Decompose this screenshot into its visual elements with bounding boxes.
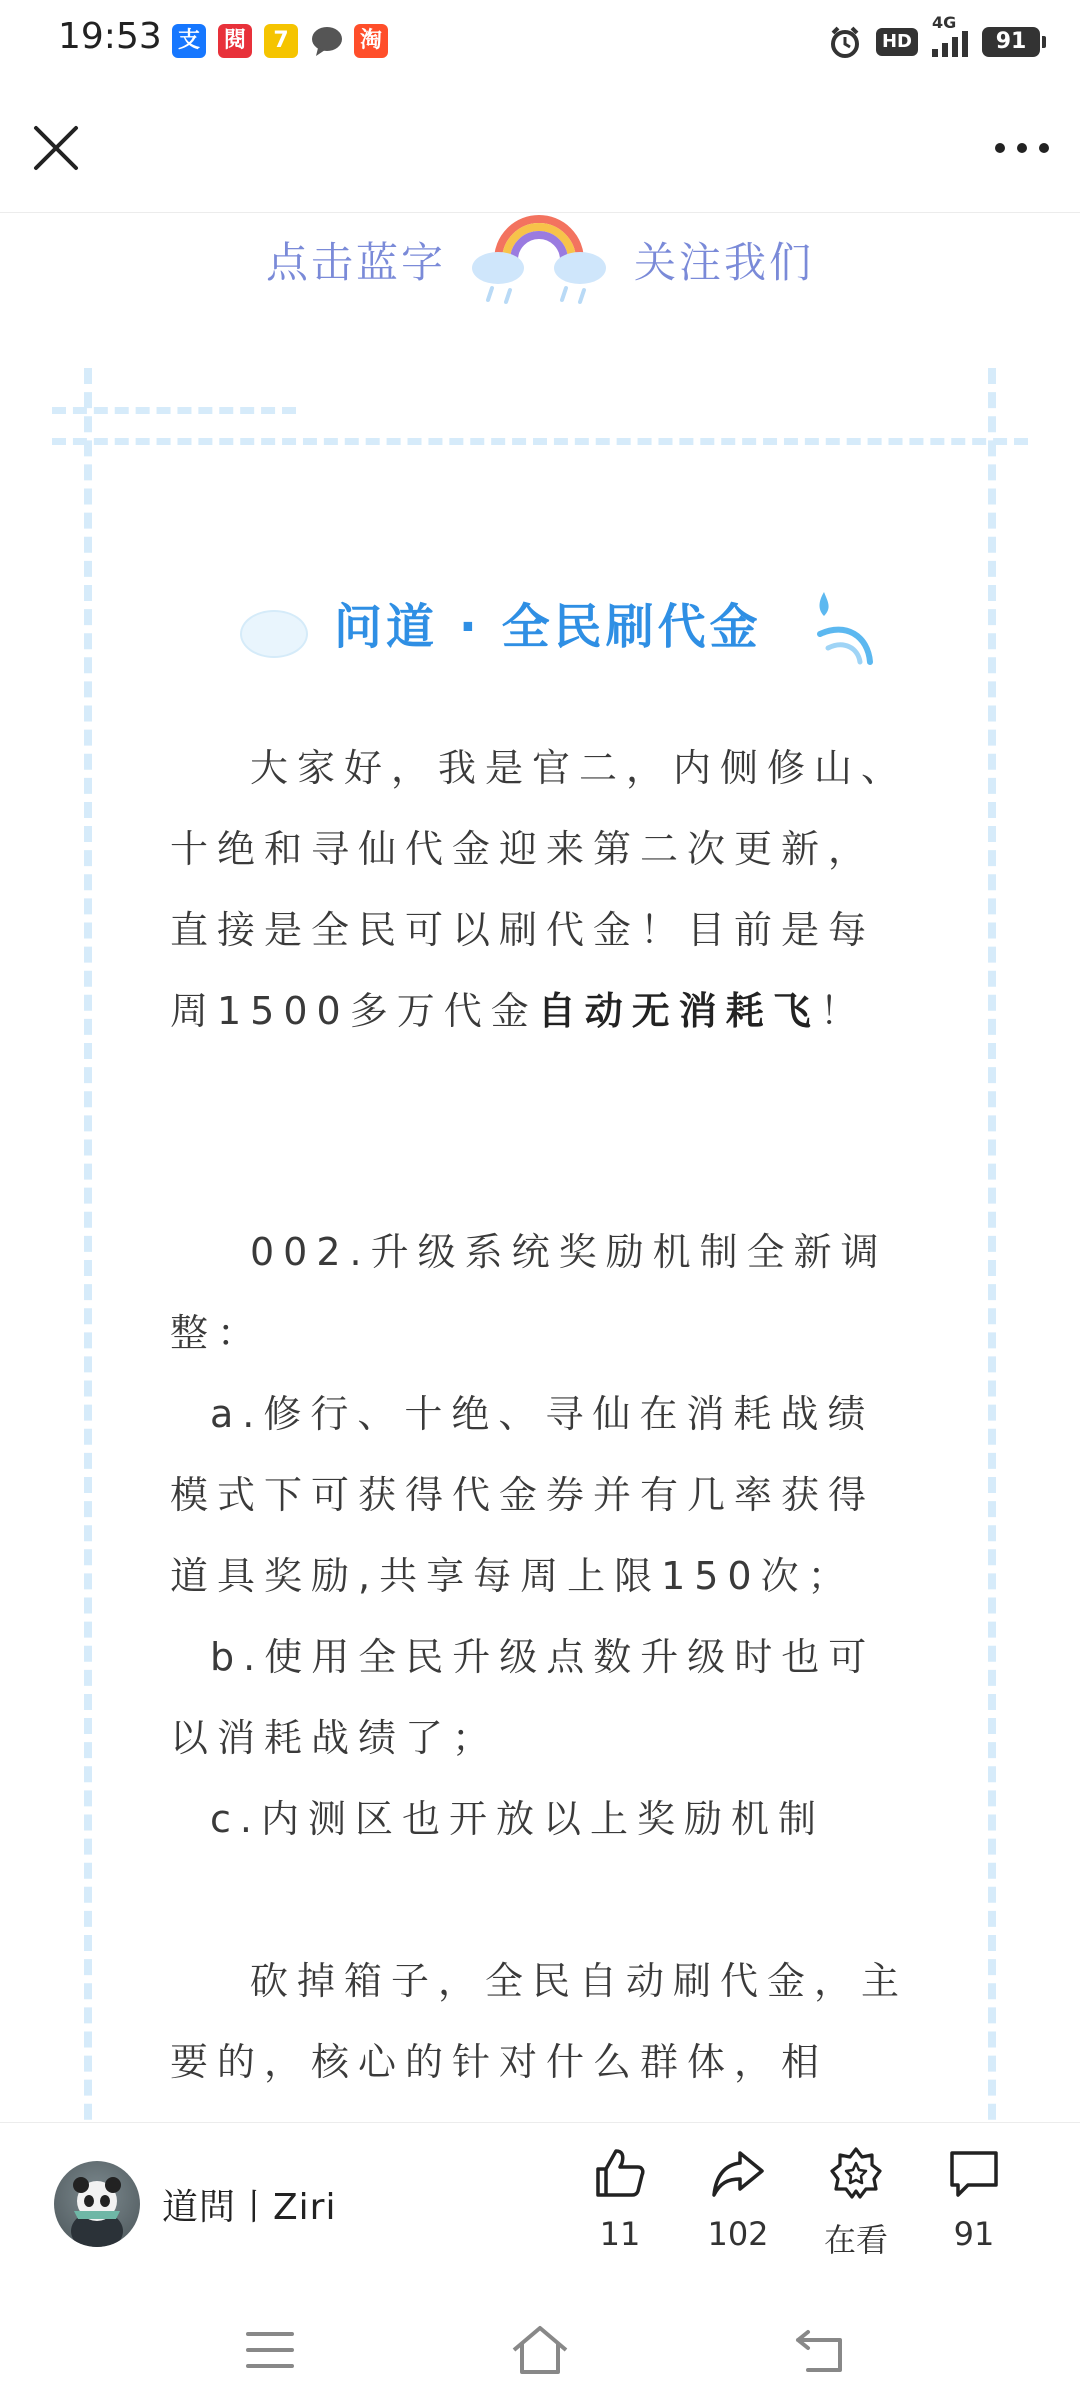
chat-bubble-icon [310, 24, 344, 58]
article-heading-row [240, 582, 880, 672]
more-dots-icon [990, 120, 1054, 176]
share-button[interactable] [688, 2145, 788, 2253]
comment-count: 91 [953, 2215, 995, 2253]
more-button[interactable] [990, 120, 1054, 176]
system-navigation [0, 2288, 1080, 2408]
share-arrow-icon [710, 2145, 766, 2201]
like-button[interactable] [570, 2145, 670, 2253]
close-button[interactable] [28, 120, 84, 176]
bubble-decoration [240, 610, 308, 658]
paragraph-item-b: b.使用全民升级点数升级时也可以消耗战绩了； [170, 1635, 876, 1760]
follow-prompt-right[interactable]: 关注我们 [634, 238, 815, 287]
alipay-icon: 支 [172, 24, 206, 58]
thumbs-up-icon [592, 2145, 648, 2201]
paragraph-summary: 砍掉箱子，全民自动刷代金，主要的，核心的针对什么群体，相 [170, 1959, 909, 2084]
alarm-icon [828, 25, 862, 59]
star-badge-icon [828, 2145, 884, 2201]
bottom-action-bar [0, 2122, 1080, 2289]
app-red-icon: 閱 [218, 24, 252, 58]
watching-label: 在看 [823, 2221, 888, 2259]
comment-icon [946, 2145, 1002, 2201]
back-icon[interactable] [792, 2320, 852, 2380]
signal-icon [932, 13, 968, 57]
paragraph-intro: 大家好，我是官二，内侧修山、十绝和寻仙代金迎来第二次更新，直接是全民可以刷代金！目前是每周1500多万代金自动无消耗飞！ [170, 746, 909, 1033]
comment-button[interactable] [924, 2145, 1024, 2253]
app-seven-icon: 7 [264, 24, 298, 58]
bold-highlight: 自动无消耗飞 [537, 989, 820, 1033]
close-icon [28, 120, 84, 176]
status-bar [0, 0, 1080, 84]
frame-dash-long [52, 438, 1028, 445]
battery-icon: 91 [982, 27, 1040, 57]
article-heading: 问道 · 全民刷代金 [334, 599, 762, 655]
hd-badge: HD [876, 28, 918, 56]
author-avatar[interactable] [54, 2161, 140, 2247]
frame-dash-short [52, 407, 296, 414]
taobao-icon: 淘 [354, 24, 388, 58]
article-content[interactable] [0, 212, 1080, 2122]
paragraph-system-title: 002.升级系统奖励机制全新调整： [170, 1230, 888, 1355]
like-count: 11 [599, 2215, 641, 2253]
share-count: 102 [707, 2215, 769, 2253]
water-drop-icon [806, 582, 878, 672]
status-time: 19:53 [58, 16, 162, 57]
follow-prompt-left[interactable]: 点击蓝字 [266, 238, 447, 287]
menu-icon[interactable] [240, 2320, 300, 2380]
home-icon[interactable] [510, 2320, 570, 2380]
rainbow-cloud-icon [468, 212, 610, 312]
nav-bar [0, 84, 1080, 213]
author-name[interactable]: 道問丨Ziri [162, 2187, 337, 2228]
paragraph-item-a: a.修行、十绝、寻仙在消耗战绩模式下可获得代金券并有几率获得道具奖励,共享每周上限150次； [170, 1392, 876, 1598]
network-type: 4G [932, 13, 957, 32]
paragraph-item-c: c.内测区也开放以上奖励机制 [210, 1797, 825, 1841]
status-indicators [828, 13, 1040, 62]
watching-button[interactable] [806, 2145, 906, 2261]
